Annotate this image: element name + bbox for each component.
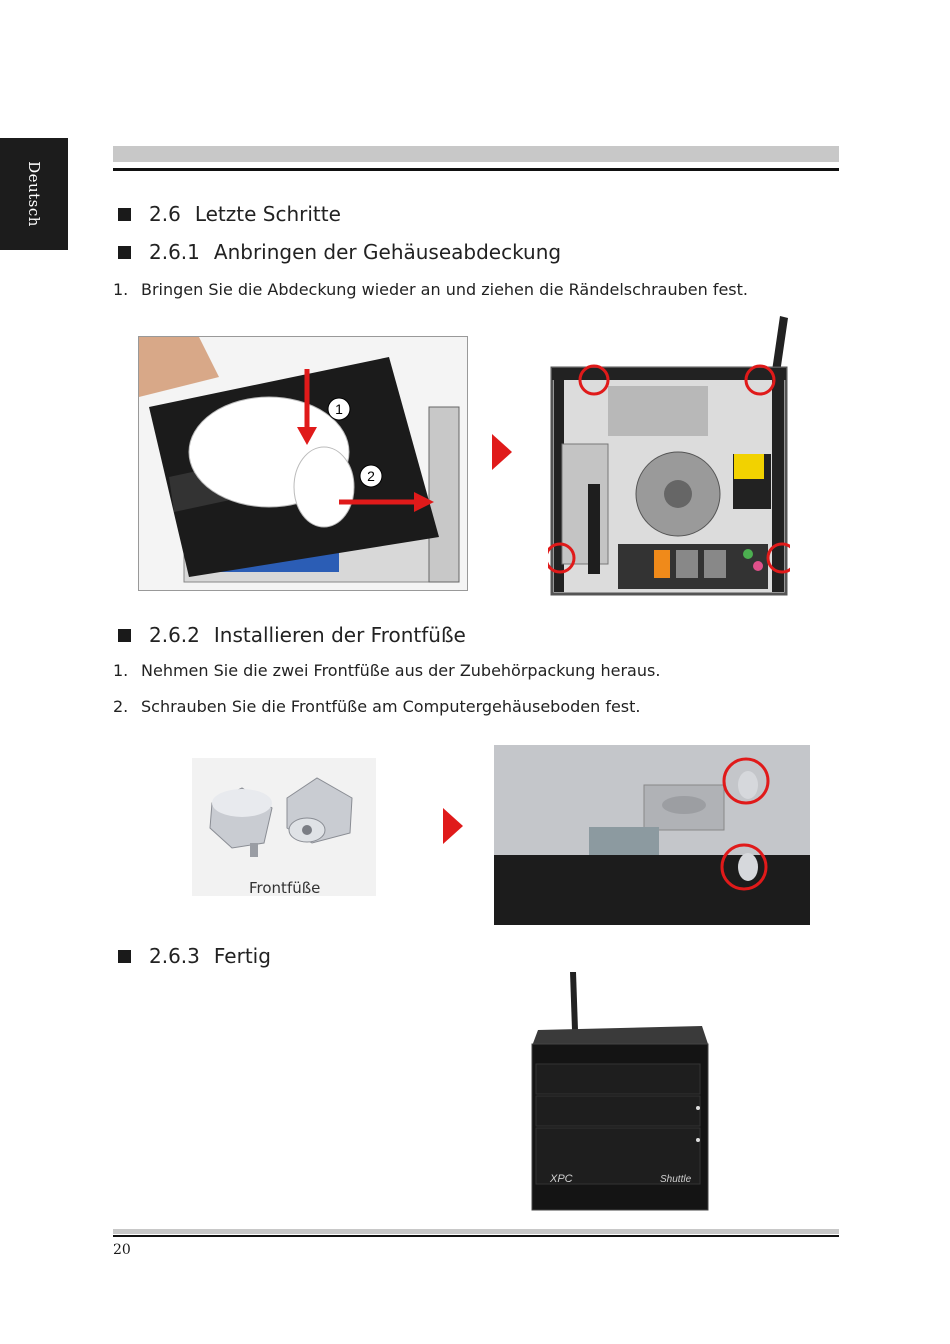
section-title: Fertig	[213, 944, 271, 968]
section-title: Anbringen der Gehäuseabdeckung	[213, 240, 562, 264]
section-heading-2-6	[118, 202, 341, 226]
step-number: 1.	[113, 661, 129, 680]
feet-caption: Frontfüße	[249, 879, 321, 896]
section-heading-2-6-3	[118, 944, 271, 968]
xpc-logo-text: XPC	[550, 1173, 573, 1185]
step-item	[113, 661, 660, 680]
step-item	[113, 697, 641, 716]
bullet-square-icon	[118, 629, 131, 642]
step-2-marker: 2	[367, 468, 375, 484]
next-arrow-icon	[443, 808, 463, 844]
finished-pc-photo	[530, 968, 712, 1212]
step-text: Schrauben Sie die Frontfüße am Computergehäuseboden fest.	[141, 697, 641, 716]
chassis-bottom-photo	[494, 745, 810, 925]
cover-install-photo	[138, 336, 468, 591]
header-rule-gray	[113, 146, 839, 162]
step-item	[113, 280, 748, 299]
section-heading-2-6-2	[118, 623, 466, 647]
header-rule-black	[113, 168, 839, 171]
bullet-square-icon	[118, 950, 131, 963]
section-heading-2-6-1	[118, 240, 561, 264]
language-tab-label: Deutsch	[25, 161, 43, 227]
language-tab	[0, 138, 68, 250]
bullet-square-icon	[118, 208, 131, 221]
step-text: Nehmen Sie die zwei Frontfüße aus der Zubehörpackung heraus.	[141, 661, 661, 680]
section-title: Letzte Schritte	[194, 202, 341, 226]
front-feet-photo	[192, 758, 376, 896]
section-number: 2.6	[149, 202, 181, 226]
page-number: 20	[113, 1242, 131, 1258]
step-text: Bringen Sie die Abdeckung wieder an und ziehen die Rändelschrauben fest.	[141, 280, 748, 299]
step-1-marker: 1	[335, 401, 343, 417]
next-arrow-icon	[492, 434, 512, 470]
bullet-square-icon	[118, 246, 131, 259]
step-number: 2.	[113, 697, 129, 716]
section-number: 2.6.2	[149, 623, 200, 647]
footer-rule-black	[113, 1235, 839, 1237]
footer-rule-gray	[113, 1229, 839, 1234]
shuttle-logo-text: Shuttle	[660, 1174, 692, 1185]
section-title: Installieren der Frontfüße	[213, 623, 466, 647]
rear-panel-photo	[548, 314, 790, 598]
section-number: 2.6.3	[149, 944, 200, 968]
step-number: 1.	[113, 280, 129, 299]
section-number: 2.6.1	[149, 240, 200, 264]
